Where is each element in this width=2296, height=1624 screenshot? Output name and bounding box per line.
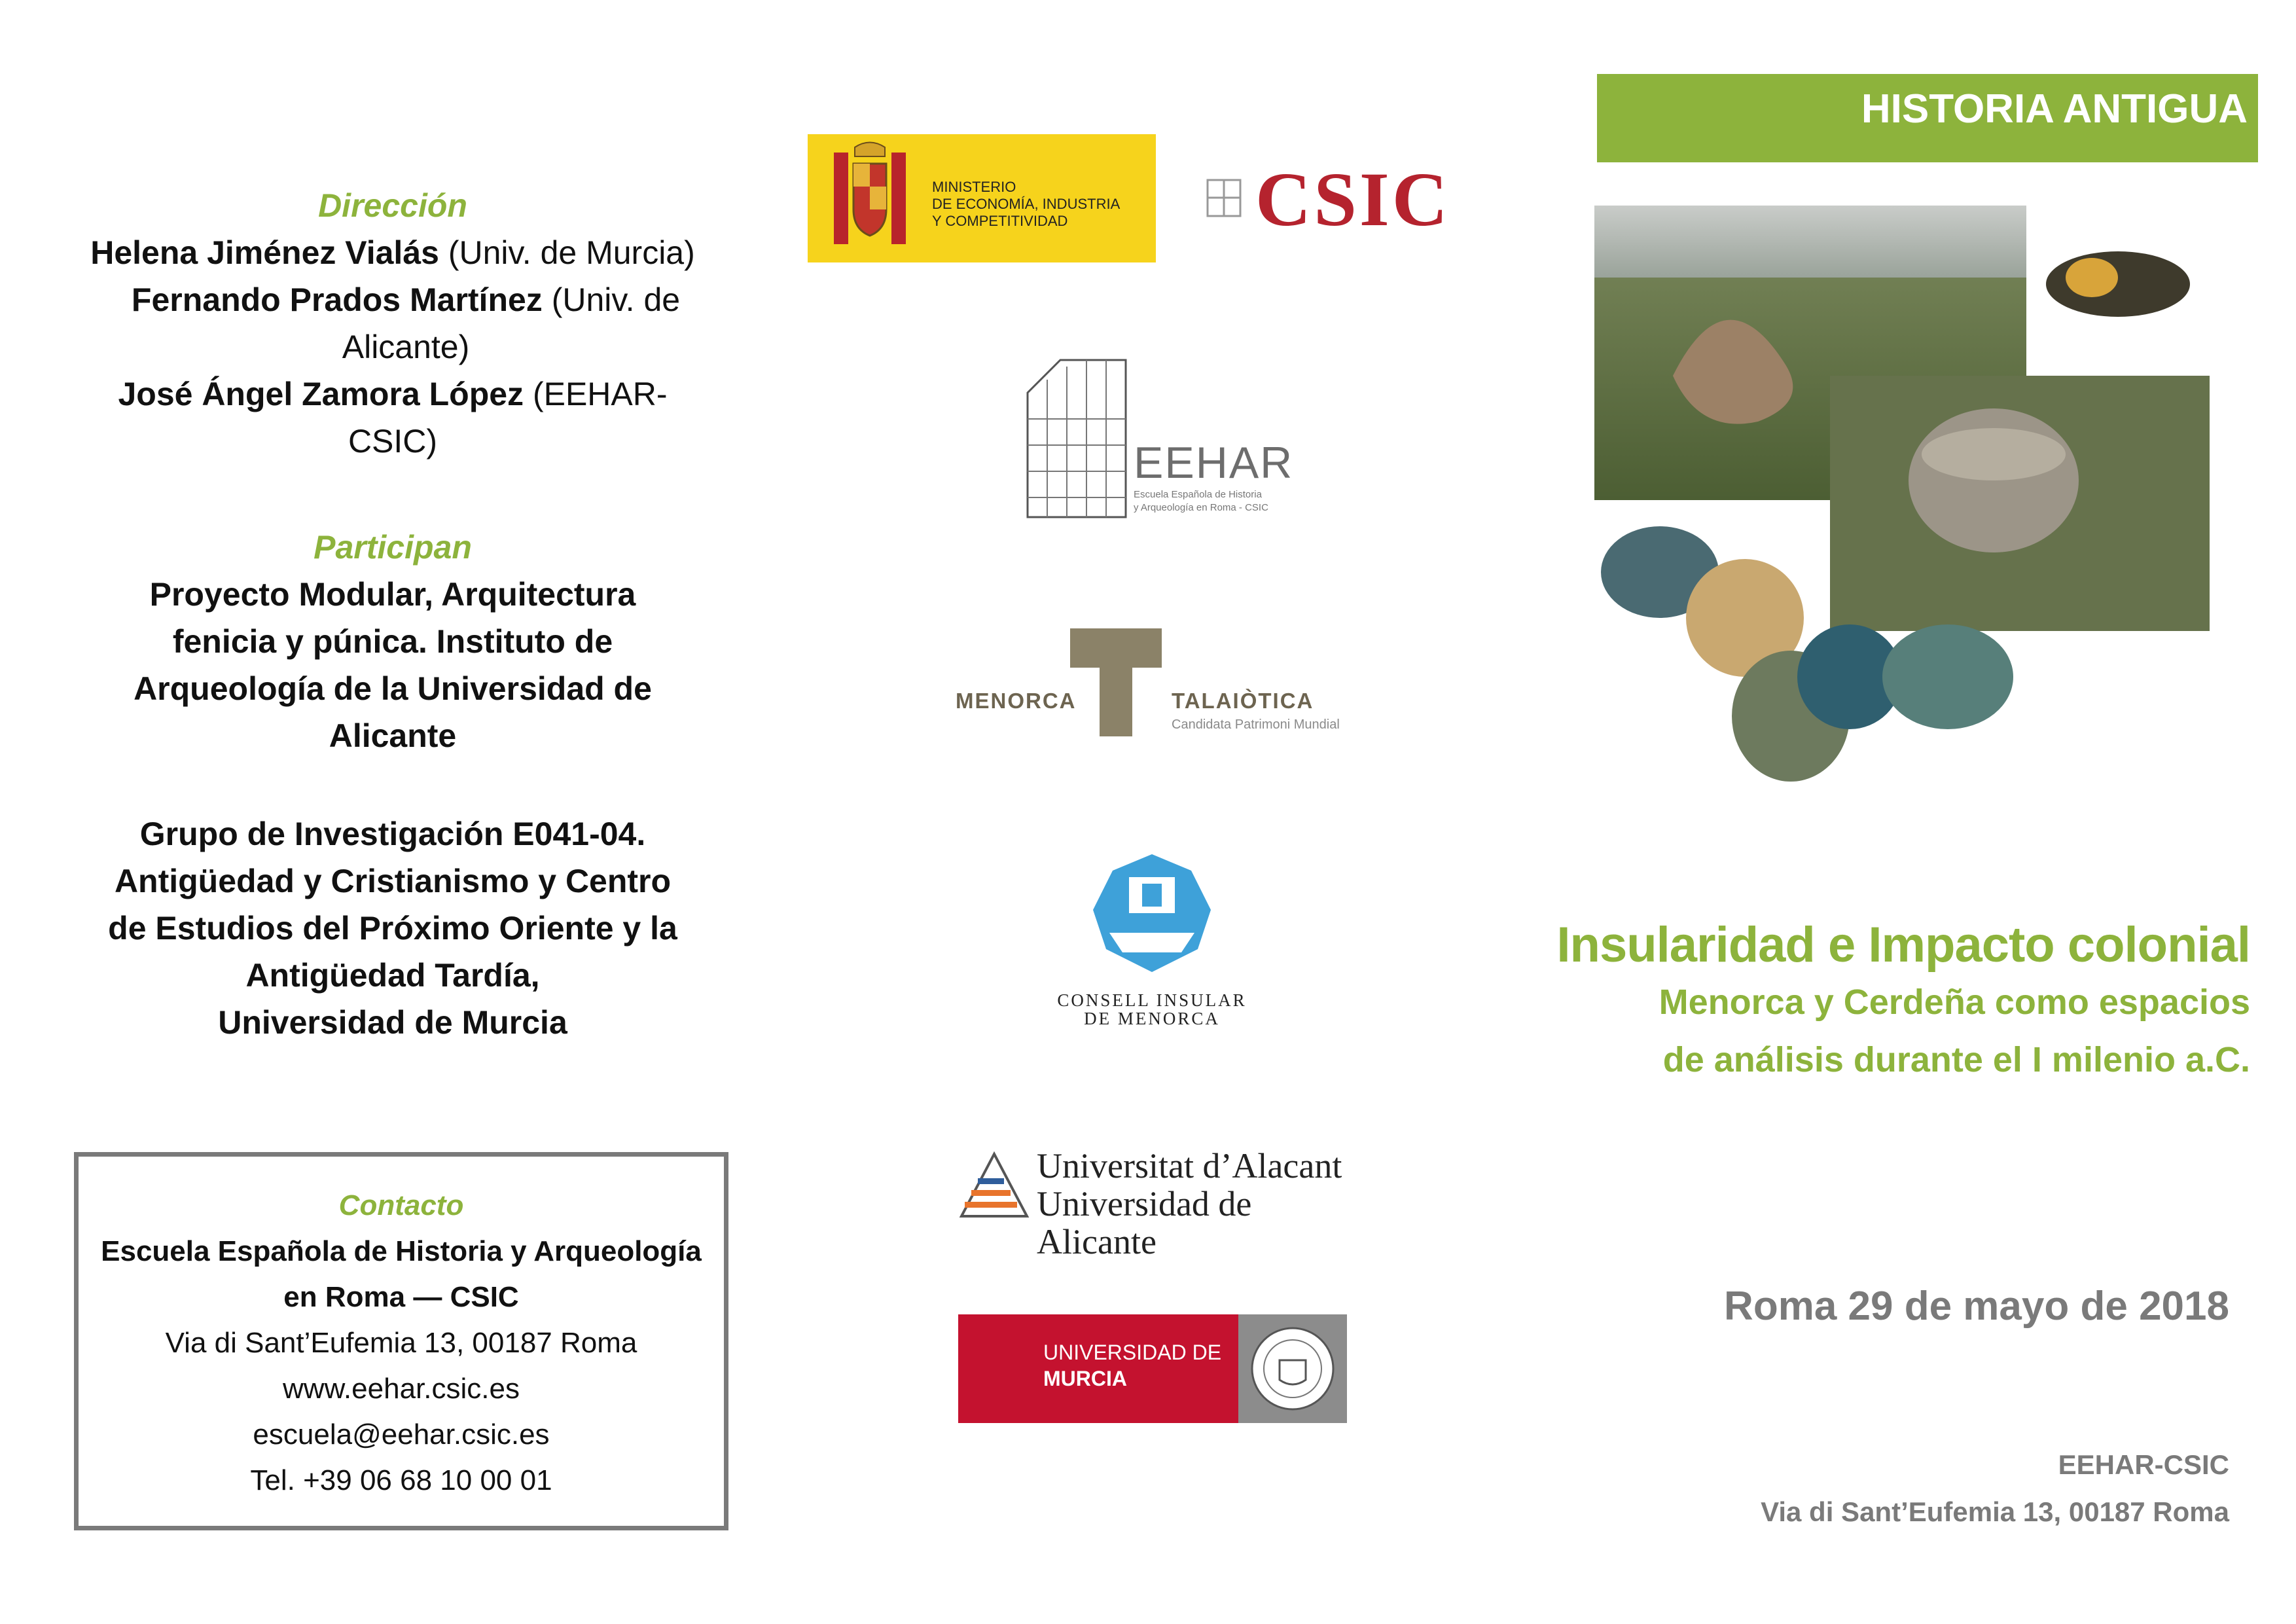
director-3-affiliation: (EEHAR- bbox=[524, 376, 668, 412]
eehar-subtitle bbox=[1134, 488, 1268, 514]
um-line: MURCIA bbox=[1043, 1367, 1127, 1390]
eehar-wordmark bbox=[1134, 440, 1293, 486]
event-subtitle-line: de análisis durante el I milenio a.C. bbox=[1662, 1040, 2250, 1079]
historia-antigua-banner: HISTORIA ANTIGUA bbox=[1597, 74, 2258, 162]
um-text bbox=[1043, 1339, 1221, 1392]
participant-line: Antigüedad y Cristianismo y Centro bbox=[114, 863, 672, 899]
participant-line: Antigüedad Tardía, bbox=[245, 957, 540, 994]
director-2 bbox=[79, 276, 707, 323]
universidad-alicante-logo bbox=[958, 1146, 1364, 1261]
csic-wordmark: CSIC bbox=[1255, 156, 1450, 242]
director-3-name: José Ángel Zamora López bbox=[118, 376, 524, 412]
direccion-heading: Dirección bbox=[318, 187, 467, 224]
menorca-left-text: MENORCA bbox=[956, 689, 1077, 713]
director-2-name: Fernando Prados Martínez bbox=[131, 281, 543, 318]
event-title-block bbox=[1556, 916, 2250, 1089]
menorca-subtitle: Candidata Patrimoni Mundial bbox=[1172, 717, 1340, 732]
ministerio-line: MINISTERIO bbox=[932, 179, 1016, 195]
ua-line: Universidad de Alicante bbox=[1037, 1184, 1252, 1261]
participan-heading: Participan bbox=[314, 529, 472, 566]
ministerio-text bbox=[932, 179, 1120, 230]
director-1-name: Helena Jiménez Vialás bbox=[90, 234, 439, 271]
event-title: Insularidad e Impacto colonial bbox=[1556, 917, 2250, 973]
director-1-affiliation: (Univ. de Murcia) bbox=[439, 234, 695, 271]
event-subtitle-line: Menorca y Cerdeña como espacios bbox=[1659, 983, 2250, 1022]
menorca-talaiotica-logo bbox=[956, 628, 1348, 746]
participant-line: de Estudios del Próximo Oriente y la bbox=[108, 910, 677, 947]
participant-line: Grupo de Investigación E041-04. bbox=[139, 816, 646, 852]
um-line: UNIVERSIDAD DE bbox=[1043, 1341, 1222, 1364]
um-seal-icon bbox=[1238, 1314, 1347, 1423]
csic-emblem-icon bbox=[1204, 173, 1244, 226]
eehar-text: EEHAR bbox=[1134, 438, 1294, 488]
participant-group-1 bbox=[92, 571, 694, 759]
contact-heading: Contacto bbox=[338, 1189, 464, 1221]
eehar-subtitle-line: Escuela Española de Historia bbox=[1134, 489, 1262, 500]
director-3 bbox=[79, 370, 707, 418]
director-2-affiliation: (Univ. de bbox=[542, 281, 681, 318]
ministerio-line: Y COMPETITIVIDAD bbox=[932, 213, 1068, 229]
contact-phone: Tel. +39 06 68 10 00 01 bbox=[250, 1464, 552, 1496]
um-seal-panel bbox=[1238, 1314, 1347, 1423]
eehar-subtitle-line: y Arqueología en Roma - CSIC bbox=[1134, 502, 1268, 513]
contact-institution-cont: en Roma — CSIC bbox=[283, 1281, 519, 1313]
contact-box bbox=[74, 1152, 728, 1530]
director-1 bbox=[79, 229, 707, 276]
participant-line: Alicante bbox=[329, 717, 457, 754]
director-2-affiliation-cont: Alicante) bbox=[342, 329, 470, 365]
contact-address: Via di Sant’Eufemia 13, 00187 Roma bbox=[165, 1327, 637, 1359]
participan-section bbox=[92, 524, 694, 1046]
ua-text bbox=[1037, 1147, 1364, 1261]
consell-insular-logo bbox=[1047, 851, 1257, 1034]
csic-logo bbox=[1204, 157, 1460, 242]
venue-address: Via di Sant’Eufemia 13, 00187 Roma bbox=[1761, 1496, 2229, 1527]
ua-line: Universitat d’Alacant bbox=[1037, 1146, 1342, 1185]
menorca-right-text: TALAIÒTICA bbox=[1172, 689, 1314, 713]
consell-emblem-icon bbox=[1047, 851, 1257, 982]
direccion-section bbox=[79, 182, 707, 465]
director-3-affiliation-cont: CSIC) bbox=[348, 423, 438, 460]
consell-line: CONSELL INSULAR bbox=[1057, 990, 1247, 1010]
um-red-panel bbox=[958, 1314, 1238, 1423]
participant-group-2 bbox=[92, 810, 694, 1046]
ministerio-logo bbox=[808, 134, 1156, 262]
participant-line: Proyecto Modular, Arquitectura bbox=[149, 576, 636, 613]
archaeology-photo-collage-icon bbox=[1594, 206, 2249, 795]
contact-institution: Escuela Española de Historia y Arqueología bbox=[101, 1235, 702, 1267]
consell-line: DE MENORCA bbox=[1084, 1009, 1220, 1028]
participant-line: Universidad de Murcia bbox=[218, 1004, 567, 1041]
contact-website-link[interactable]: www.eehar.csic.es bbox=[283, 1373, 520, 1405]
ua-triangle-icon bbox=[958, 1151, 1030, 1223]
participant-line: fenicia y púnica. Instituto de bbox=[172, 623, 613, 660]
contact-email-link[interactable]: escuela@eehar.csic.es bbox=[253, 1418, 550, 1451]
ministerio-line: DE ECONOMÍA, INDUSTRIA bbox=[932, 196, 1121, 212]
participant-line: Arqueología de la Universidad de bbox=[134, 670, 652, 707]
building-facade-icon bbox=[1021, 353, 1132, 524]
venue-name: EEHAR-CSIC bbox=[2058, 1449, 2229, 1480]
consell-text bbox=[1047, 991, 1257, 1028]
photo-collage bbox=[1594, 206, 2249, 795]
eehar-logo bbox=[1021, 353, 1309, 524]
universidad-murcia-logo bbox=[958, 1314, 1347, 1423]
taula-monument-icon bbox=[1070, 628, 1162, 736]
event-date: Roma 29 de mayo de 2018 bbox=[1724, 1284, 2229, 1329]
